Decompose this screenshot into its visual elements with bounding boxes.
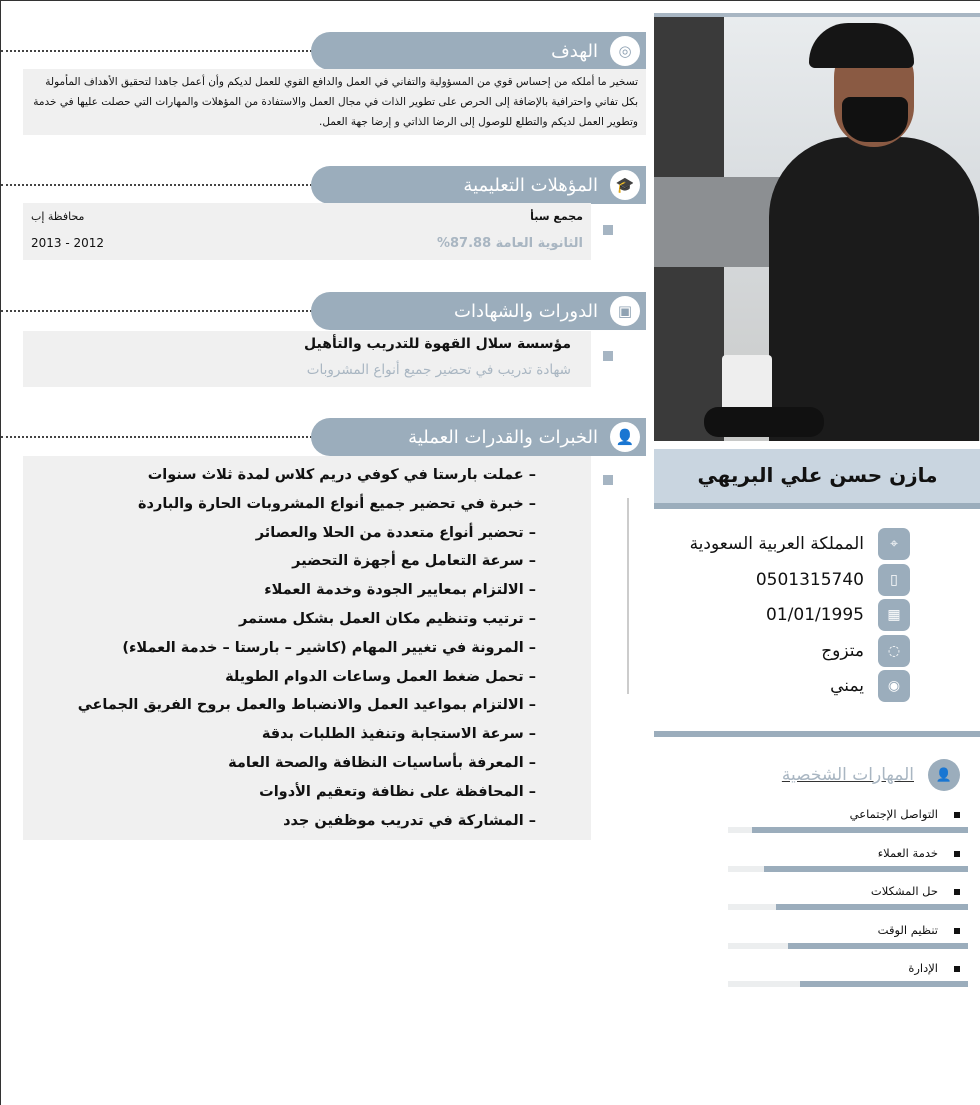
- bullet: [603, 225, 613, 235]
- section-header-experience: [1, 418, 646, 456]
- location-icon: ⌖: [878, 528, 910, 560]
- section-title: الهدف: [551, 40, 598, 62]
- school-name: مجمع سبأ: [530, 210, 583, 223]
- graduation-cap-icon: 🎓: [610, 170, 640, 200]
- person-search-icon: 👤: [928, 759, 960, 791]
- ring-icon: ◌: [878, 635, 910, 667]
- section-header-education: [1, 166, 646, 204]
- experience-item: – تحضير أنواع متعددة من الحلا والعصائر: [255, 524, 536, 541]
- globe-icon: ◉: [878, 670, 910, 702]
- skill-bar-fill: [764, 866, 968, 872]
- section-header-courses: [1, 292, 646, 330]
- education-years: 2013 - 2012: [31, 236, 105, 250]
- certificate-icon: ▣: [610, 296, 640, 326]
- dotted-divider: [1, 50, 316, 52]
- skill-item: [698, 961, 968, 987]
- contact-value: يمني: [830, 676, 864, 696]
- contact-value: متزوج: [821, 640, 864, 661]
- experience-item: – المشاركة في تدريب موظفين جدد: [283, 812, 536, 829]
- experience-item: – ترتيب وتنظيم مكان العمل بشكل مستمر: [239, 610, 536, 627]
- experience-list: [23, 456, 591, 835]
- bullet: [603, 351, 613, 361]
- section-title: المؤهلات التعليمية: [463, 174, 598, 196]
- skill-bar: [728, 866, 968, 872]
- skill-item: [698, 923, 968, 949]
- education-entry: [23, 203, 591, 260]
- objective-text: تسخير ما أملكه من إحساس قوي من المسؤولية والتفاني في العمل والدافع القوي للعمل لديكم وأن أعمل جاهدا لتحقيق الأهداف المأمولة بكل تفاني واحترافية بالإضافة إلى الحرص على تطوير الذات في مجال العمل والاستفادة من المؤهلات والمهارات التي حصلت عليها في خدمة وتطوير العمل لديكم والتطلع للوصول إلى الرضا الذاتي و إرضا جهة العمل.: [23, 69, 646, 135]
- bullet: [603, 475, 613, 485]
- experience-item: – سرعة الاستجابة وتنفيذ الطلبات بدقة: [261, 726, 536, 743]
- experience-item: – المعرفة بأساسيات النظافة والصحة العامة: [228, 754, 536, 771]
- skill-bar-fill: [788, 943, 968, 949]
- education-location: محافظة إب: [31, 210, 85, 223]
- experience-item: – عملت بارستا في كوفي دريم كلاس لمدة ثلاث سنوات: [147, 467, 536, 483]
- person-icon: 👤: [610, 422, 640, 452]
- contact-value: 0501315740: [755, 569, 864, 590]
- divider: [654, 731, 980, 737]
- skill-item: [698, 884, 968, 910]
- section-header-objective: [1, 32, 646, 70]
- phone-icon: ▯: [878, 564, 910, 596]
- profile-name: مازن حسن علي البريهي: [654, 449, 980, 509]
- contact-row: [690, 527, 910, 561]
- skill-label: خدمة العملاء: [698, 846, 968, 860]
- course-org: مؤسسة سلال القهوة للتدريب والتأهيل: [304, 336, 571, 352]
- experience-item: – الالتزام بمعايير الجودة وخدمة العملاء: [264, 582, 536, 599]
- skill-label: التواصل الإجتماعي: [698, 807, 968, 821]
- skill-label: الإدارة: [698, 961, 968, 975]
- experience-item: – سرعة التعامل مع أجهزة التحضير: [292, 553, 536, 570]
- experience-item: – المرونة في تغيير المهام (كاشير – بارستا – خدمة العملاء): [122, 639, 536, 656]
- contact-row: [756, 563, 910, 597]
- calendar-icon: ▦: [878, 599, 910, 631]
- contact-row: [830, 669, 910, 703]
- contact-row: [766, 598, 910, 632]
- course-entry: [23, 331, 591, 387]
- skill-item: [698, 846, 968, 872]
- profile-photo: [654, 13, 980, 441]
- experience-item: – الالتزام بمواعيد العمل والانضباط والعمل بروح الفريق الجماعي: [77, 697, 536, 714]
- target-icon: ◎: [610, 36, 640, 66]
- skill-label: تنظيم الوقت: [698, 923, 968, 937]
- skill-bar: [728, 904, 968, 910]
- vertical-rule: [627, 498, 629, 694]
- experience-box: [23, 456, 591, 840]
- section-title: الدورات والشهادات: [454, 300, 598, 322]
- skill-bar: [728, 827, 968, 833]
- degree: الثانوية العامة 87.88%: [436, 236, 583, 251]
- dotted-divider: [1, 310, 316, 312]
- skill-bar-fill: [776, 904, 968, 910]
- skill-item: [698, 807, 968, 833]
- experience-item: – المحافظة على نظافة وتعقيم الأدوات: [259, 783, 536, 800]
- skill-bar: [728, 981, 968, 987]
- contact-value: المملكة العربية السعودية: [689, 534, 864, 554]
- skill-bar: [728, 943, 968, 949]
- section-title: الخبرات والقدرات العملية: [408, 426, 598, 448]
- contact-value: 01/01/1995: [766, 605, 864, 625]
- skill-bar-fill: [800, 981, 968, 987]
- skills-title: المهارات الشخصية: [781, 765, 914, 785]
- experience-item: – تحمل ضغط العمل وساعات الدوام الطويلة: [225, 668, 536, 685]
- dotted-divider: [1, 436, 316, 438]
- experience-item: – خبرة في تحضير جميع أنواع المشروبات الحارة والباردة: [138, 495, 536, 512]
- dotted-divider: [1, 184, 316, 186]
- skills-header: [782, 759, 960, 791]
- skill-label: حل المشكلات: [698, 884, 968, 898]
- skill-bar-fill: [752, 827, 968, 833]
- contact-row: [821, 634, 910, 668]
- course-cert: شهادة تدريب في تحضير جميع أنواع المشروبات: [306, 362, 571, 378]
